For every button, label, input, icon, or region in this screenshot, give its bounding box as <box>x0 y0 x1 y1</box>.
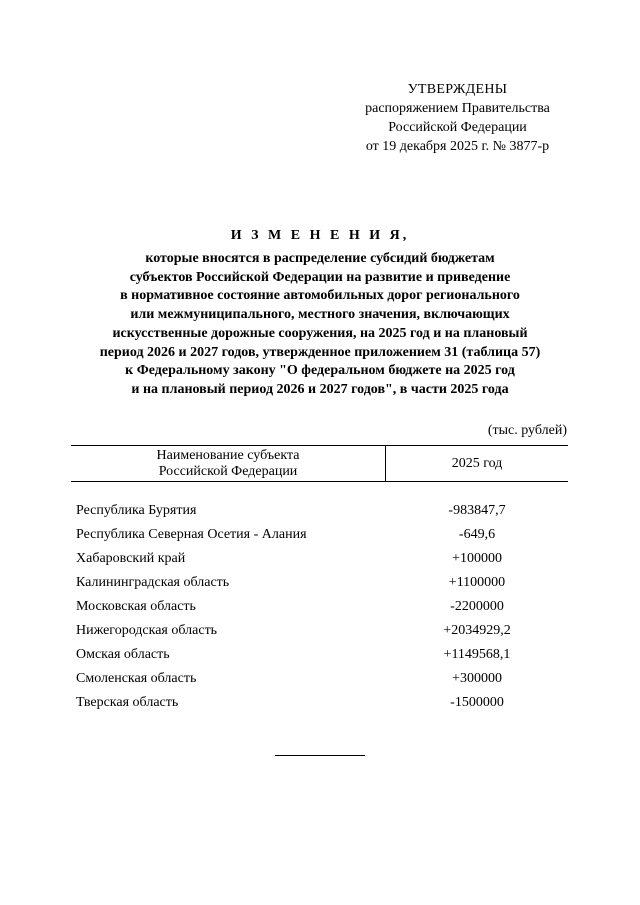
units-label: (тыс. рублей) <box>487 423 567 438</box>
row-value: +1149568,1 <box>443 647 511 662</box>
subtitle-line: в нормативное состояние автомобильных дорог регионального <box>120 288 520 304</box>
table-row <box>71 595 568 619</box>
row-value: +2034929,2 <box>443 623 511 638</box>
table-row <box>71 667 568 691</box>
table-row <box>71 523 568 547</box>
row-subject-name: Тверская область <box>76 695 179 710</box>
table-row <box>71 499 568 523</box>
document-subtitle <box>80 250 560 400</box>
subtitle-line: и на плановый период 2026 и 2027 годов", в части 2025 года <box>131 381 509 397</box>
row-subject-name: Республика Бурятия <box>76 503 197 518</box>
document-title: И З М Е Н Е Н И Я, <box>230 228 410 243</box>
row-subject-name: Хабаровский край <box>76 551 186 566</box>
row-subject-name: Смоленская область <box>76 671 197 686</box>
row-subject-name: Нижегородская область <box>76 623 218 638</box>
footer-divider <box>275 755 365 756</box>
row-value: +100000 <box>452 551 502 566</box>
row-value: -983847,7 <box>448 503 506 518</box>
header-subject-line-1: Наименование субъекта <box>156 448 300 463</box>
table-body <box>71 499 568 715</box>
approval-line-2: Российской Федерации <box>388 120 527 135</box>
header-subject-line-2: Российской Федерации <box>158 464 298 479</box>
row-value: +1100000 <box>448 575 506 590</box>
subtitle-line: или межмуниципального, местного значения, включающих <box>130 307 510 323</box>
row-value: +300000 <box>452 671 502 686</box>
approval-line-1: распоряжением Правительства <box>365 101 550 116</box>
approval-title: УТВЕРЖДЕНЫ <box>407 82 508 97</box>
table-row <box>71 691 568 715</box>
subtitle-line: к Федеральному закону "О федеральном бюджете на 2025 год <box>125 363 515 379</box>
table-row <box>71 547 568 571</box>
header-year: 2025 год <box>451 456 503 471</box>
table-row <box>71 619 568 643</box>
row-value: -1500000 <box>450 695 504 710</box>
row-subject-name: Московская область <box>76 599 196 614</box>
row-subject-name: Республика Северная Осетия - Алания <box>76 527 307 542</box>
approval-block <box>340 80 575 156</box>
table-header <box>71 445 568 482</box>
row-subject-name: Калининградская область <box>76 575 230 590</box>
subtitle-line: период 2026 и 2027 годов, утвержденное приложением 31 (таблица 57) <box>99 344 541 360</box>
header-subject-name <box>71 446 386 481</box>
approval-line-3: от 19 декабря 2025 г. № 3877-р <box>365 139 550 154</box>
subtitle-line: которые вносятся в распределение субсидий бюджетам <box>145 251 495 266</box>
table-row <box>71 643 568 667</box>
subtitle-line: искусственные дорожные сооружения, на 2025 год и на плановый <box>112 325 528 341</box>
row-value: -2200000 <box>450 599 504 614</box>
subtitle-line: субъектов Российской Федерации на развитие и приведение <box>129 269 511 285</box>
row-value: -649,6 <box>458 527 496 542</box>
subsidy-table <box>71 445 568 715</box>
row-subject-name: Омская область <box>76 647 170 662</box>
table-row <box>71 571 568 595</box>
